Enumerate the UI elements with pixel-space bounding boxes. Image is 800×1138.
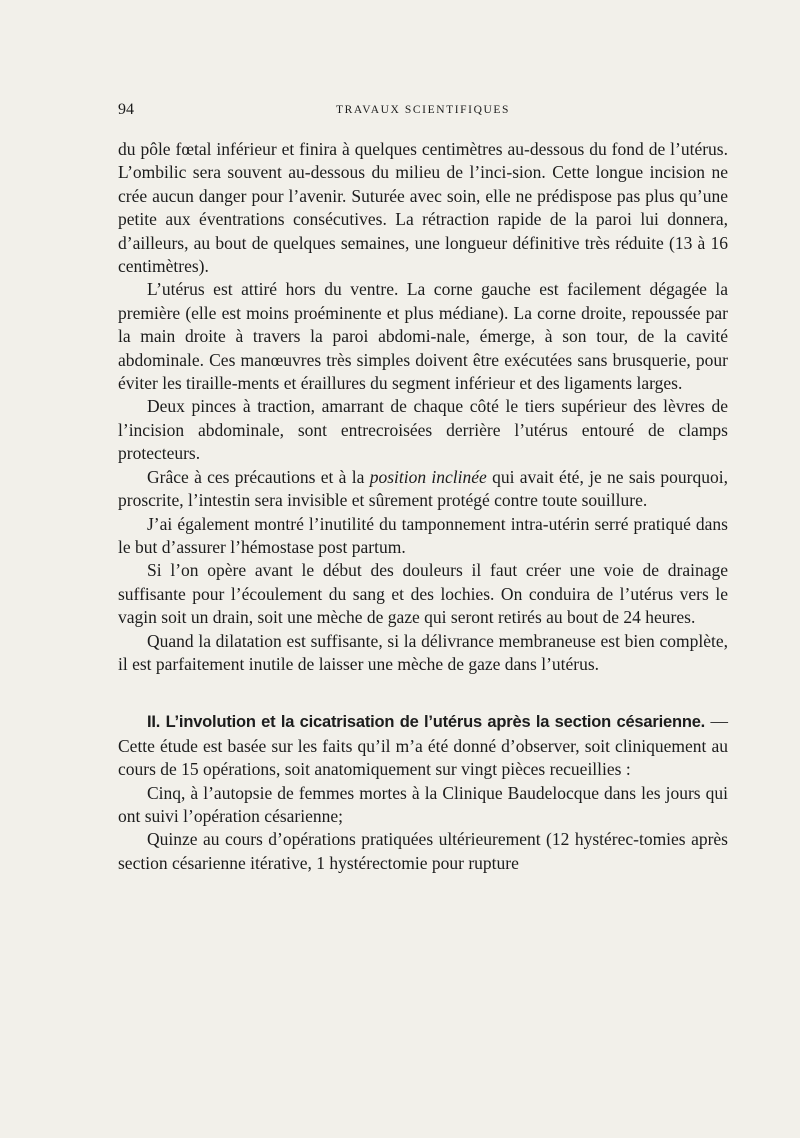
section-intro: — Cette étude est basée sur les faits qu’il m’a été donné d’observer, soit cliniquement au cours de 15 opérations, soit anatomiquement sur vingt pièces recueillies : bbox=[118, 711, 728, 780]
paragraph: L’utérus est attiré hors du ventre. La corne gauche est facilement dégagée la première (elle est moins proéminente et plus médiane). La corne droite, repoussée par la main droite à travers la paroi abdomi-nale, émerge, à son tour, de la cavité abdominale. Ces manœuvres très simples doivent être exécutées sans brusquerie, pour éviter les tiraille-ments et éraillures du segment inférieur et des ligaments larges. bbox=[118, 279, 728, 394]
paragraph: J’ai également montré l’inutilité du tamponnement intra-utérin serré pratiqué dans le but d’assurer l’hémostase post partum. bbox=[118, 513, 728, 557]
section-paragraph bbox=[118, 710, 728, 781]
page-number: 94 bbox=[118, 101, 134, 118]
emphasized-text: position inclinée bbox=[369, 466, 487, 487]
paragraph: Si l’on opère avant le début des douleurs il faut créer une voie de drainage suffisante pour l’écoulement du sang et des lochies. On conduira de l’utérus vers le vagin soit un drain, soit une mèche de gaze qui seront retirés au bout de 24 heures. bbox=[118, 560, 728, 628]
list-item: Quinze au cours d’opérations pratiquées ultérieurement (12 hystérec-tomies après section césarienne itérative, 1 hystérectomie pour rupture bbox=[118, 829, 728, 873]
page-header bbox=[118, 101, 728, 123]
paragraph: Quand la dilatation est suffisante, si la délivrance membraneuse est bien complète, il est parfaitement inutile de laisser une mèche de gaze dans l’utérus. bbox=[118, 630, 728, 674]
paragraph: Deux pinces à traction, amarrant de chaque côté le tiers supérieur des lèvres de l’incision abdominale, sont entrecroisées derrière l’utérus entouré de clamps protecteurs. bbox=[118, 396, 728, 464]
paragraph-continuation: du pôle fœtal inférieur et finira à quelques centimètres au-dessous du fond de l’utérus. L’ombilic sera souvent au-dessous du milieu de l’inci-sion. Cette longue incision ne crée aucun danger pour l’avenir. Suturée avec soin, elle ne prédispose pas plus qu’une petite aux éventrations consécutives. La rétraction rapide de la paroi lui donnera, d’ailleurs, au bout de quelques semaines, une longueur définitive très réduite (13 à 16 centimètres). bbox=[118, 139, 728, 277]
paragraph-text: Grâce à ces précautions et à la bbox=[147, 466, 370, 487]
paragraph bbox=[118, 466, 728, 513]
running-title: TRAVAUX SCIENTIFIQUES bbox=[335, 104, 511, 116]
list-item: Cinq, à l’autopsie de femmes mortes à la Clinique Baudelocque dans les jours qui ont suivi l’opération césarienne; bbox=[118, 782, 728, 826]
paragraph-text: qui avait été, je ne sais pourquoi, proscrite, l’intestin sera invisible et sûrement protégé contre toute souillure. bbox=[118, 466, 728, 511]
body-text bbox=[118, 138, 728, 875]
section-title: II. L’involution et la cicatrisation de l’utérus après la section césarienne. bbox=[147, 713, 706, 732]
